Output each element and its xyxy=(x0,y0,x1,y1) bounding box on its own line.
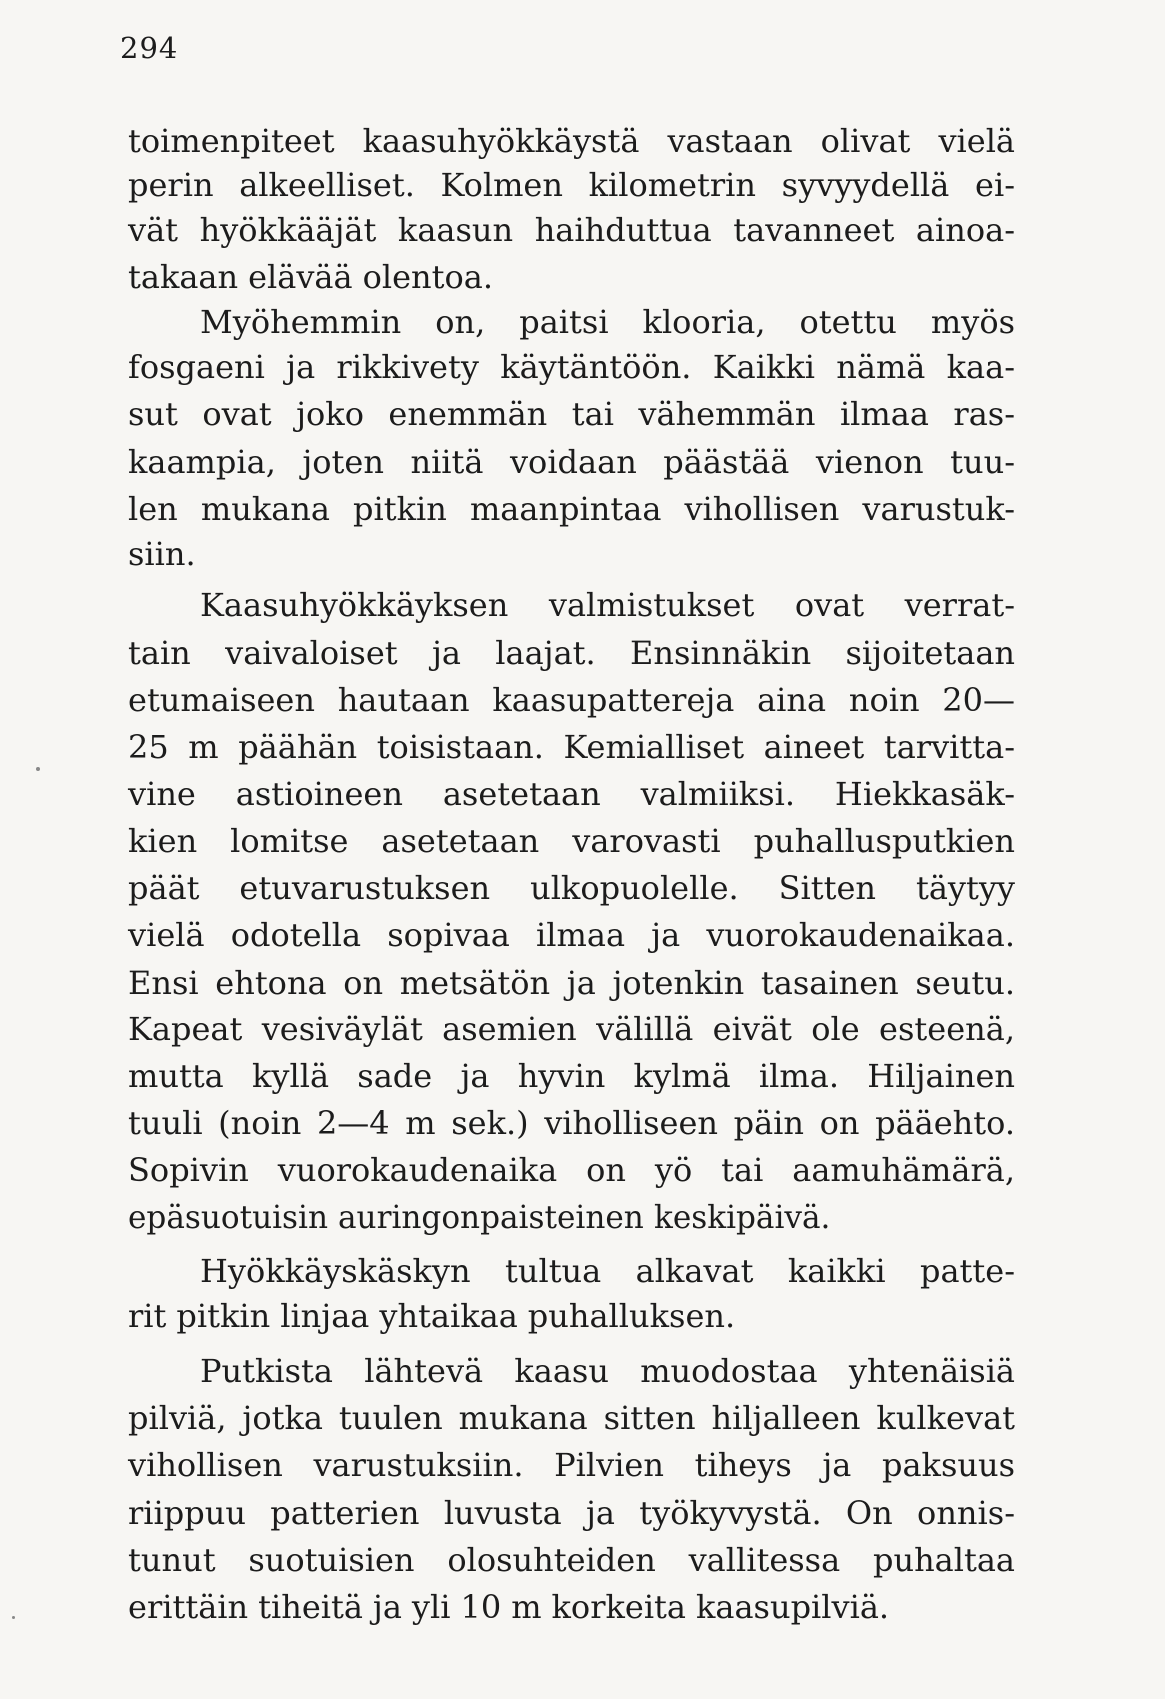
word: tiheitä xyxy=(258,1588,363,1626)
word: vähemmän xyxy=(638,395,816,433)
word: alkavat xyxy=(635,1252,754,1290)
word: Sitten xyxy=(778,869,877,907)
word: takaan xyxy=(128,258,239,296)
word: aina xyxy=(757,681,827,719)
text-line xyxy=(0,1194,1165,1240)
word: kaasupattereja xyxy=(492,681,735,719)
text-line xyxy=(0,771,1165,817)
word: on xyxy=(343,964,384,1002)
word: täytyy xyxy=(915,869,1015,907)
word: keskipäivä. xyxy=(654,1198,831,1236)
word: kien xyxy=(128,822,198,860)
word: lähtevä xyxy=(364,1352,484,1390)
word: tain xyxy=(128,634,191,672)
word: lomitse xyxy=(230,822,349,860)
word: hyvin xyxy=(517,1057,606,1095)
word: voidaan xyxy=(509,443,637,481)
word: linjaa xyxy=(280,1297,370,1335)
word: otettu xyxy=(799,303,897,341)
word: patte- xyxy=(919,1252,1015,1290)
word: m xyxy=(188,728,219,766)
text-line xyxy=(0,818,1165,864)
word: vallitessa xyxy=(688,1541,841,1579)
word: on xyxy=(586,1151,626,1189)
word: asemien xyxy=(442,1010,577,1048)
word: kaasupilviä. xyxy=(695,1588,890,1626)
word: ras- xyxy=(953,395,1015,433)
word: on, xyxy=(435,303,486,341)
word: puhaltaa xyxy=(872,1541,1015,1579)
word: ja xyxy=(460,1057,490,1095)
page-number: 294 xyxy=(120,31,179,65)
text-line xyxy=(0,865,1165,911)
text-line xyxy=(0,1248,1165,1294)
word: käytäntöön. xyxy=(500,348,692,386)
text-line xyxy=(0,391,1165,437)
word: vastaan xyxy=(667,122,793,160)
word: tuu- xyxy=(950,443,1015,481)
word: Kemialliset xyxy=(563,728,745,766)
word: hyökkääjät xyxy=(199,211,377,249)
word: etuvarustuksen xyxy=(239,869,491,907)
word: joko xyxy=(296,395,364,433)
text-line xyxy=(0,1442,1165,1488)
word: ovat xyxy=(794,586,865,624)
word: kaikki xyxy=(787,1252,886,1290)
word: vät xyxy=(128,211,179,249)
word: riippuu xyxy=(128,1494,246,1532)
text-line xyxy=(0,582,1165,628)
word: kaampia, xyxy=(128,443,276,481)
text-line xyxy=(0,531,1165,577)
word: etumaiseen xyxy=(128,681,315,719)
word: sopivaa xyxy=(387,916,510,954)
word: puhalluksen. xyxy=(527,1297,736,1335)
word: vihollisen xyxy=(684,490,840,528)
word: asetetaan xyxy=(442,775,601,813)
word: valmistukset xyxy=(548,586,755,624)
word: mukana xyxy=(458,1399,588,1437)
word: Hiekkasäk- xyxy=(834,775,1015,813)
word: yhtenäisiä xyxy=(848,1352,1015,1390)
word: kaasun xyxy=(397,211,514,249)
text-line xyxy=(0,1006,1165,1052)
text-line xyxy=(0,960,1165,1006)
word: päin xyxy=(733,1104,804,1142)
word: vienon xyxy=(815,443,924,481)
word: yhtaikaa xyxy=(379,1297,518,1335)
word: kaasuhyökkäystä xyxy=(362,122,640,160)
word: rit xyxy=(128,1297,167,1335)
word: myös xyxy=(930,303,1015,341)
word: onnis- xyxy=(917,1494,1015,1532)
word: vaivaloiset xyxy=(225,634,398,672)
word: vuorokaudenaikaa. xyxy=(706,916,1015,954)
word: muodostaa xyxy=(640,1352,818,1390)
word: ja xyxy=(822,1446,852,1484)
word: paitsi xyxy=(519,303,609,341)
word: tuuli xyxy=(128,1104,203,1142)
word: ja xyxy=(585,1494,615,1532)
word: olosuhteiden xyxy=(447,1541,656,1579)
word: niitä xyxy=(410,443,484,481)
word: puhallusputkien xyxy=(753,822,1015,860)
text-line xyxy=(0,1293,1165,1339)
word: tarvitta- xyxy=(883,728,1015,766)
word: erittäin xyxy=(128,1588,249,1626)
word: pitkin xyxy=(353,490,447,528)
word: vielä xyxy=(128,916,205,954)
text-line xyxy=(0,1395,1165,1441)
text-line xyxy=(0,439,1165,485)
word: viholliseen xyxy=(544,1104,718,1142)
word: sade xyxy=(357,1057,433,1095)
word: Kaikki xyxy=(712,348,815,386)
text-line xyxy=(0,344,1165,390)
word: On xyxy=(845,1494,893,1532)
word: Hyökkäyskäskyn xyxy=(200,1252,471,1290)
word: fosgaeni xyxy=(128,348,265,386)
word: asetetaan xyxy=(381,822,540,860)
word: päähän xyxy=(238,728,358,766)
word: Kaasuhyökkäyksen xyxy=(200,586,509,624)
text-line xyxy=(0,724,1165,770)
word: ja xyxy=(372,1588,402,1626)
word: Kapeat xyxy=(128,1010,243,1048)
word: auringonpaisteinen xyxy=(338,1198,644,1236)
word: tai xyxy=(571,395,614,433)
word: Ensinnäkin xyxy=(630,634,812,672)
word: tai xyxy=(721,1151,764,1189)
word: hautaan xyxy=(337,681,470,719)
word: Pilvien xyxy=(554,1446,664,1484)
word: 2—4 xyxy=(316,1104,390,1142)
word: päät xyxy=(128,869,200,907)
word: joten xyxy=(302,443,384,481)
word: ulkopuolelle. xyxy=(530,869,739,907)
text-line xyxy=(0,1537,1165,1583)
word: yli xyxy=(411,1588,451,1626)
word: sut xyxy=(128,395,178,433)
word: mutta xyxy=(128,1057,224,1095)
text-line xyxy=(0,1100,1165,1146)
word: sek.) xyxy=(451,1104,529,1142)
word: ja xyxy=(566,964,596,1002)
scan-speck xyxy=(36,767,40,771)
word: haihduttua xyxy=(534,211,712,249)
word: pilviä, xyxy=(128,1399,227,1437)
text-line xyxy=(0,299,1165,345)
word: ovat xyxy=(202,395,272,433)
word: aamuhämärä, xyxy=(792,1151,1015,1189)
word: ehtona xyxy=(215,964,327,1002)
word: eivät xyxy=(712,1010,792,1048)
word: maanpintaa xyxy=(469,490,662,528)
text-line xyxy=(0,1147,1165,1193)
word: Myöhemmin xyxy=(200,303,402,341)
word: kylmä xyxy=(633,1057,731,1095)
word: 20— xyxy=(942,681,1015,719)
word: jotenkin xyxy=(612,964,745,1002)
word: patterien xyxy=(270,1494,420,1532)
word: Ensi xyxy=(128,964,199,1002)
word: esteenä, xyxy=(879,1010,1015,1048)
word: yö xyxy=(654,1151,693,1189)
word: työkyvystä. xyxy=(639,1494,822,1532)
word: klooria, xyxy=(642,303,766,341)
word: ja xyxy=(651,916,681,954)
word: on xyxy=(819,1104,860,1142)
word: m xyxy=(511,1588,542,1626)
word: verrat- xyxy=(904,586,1015,624)
word: suotuisien xyxy=(248,1541,415,1579)
word: olentoa. xyxy=(362,258,493,296)
word: luvusta xyxy=(443,1494,562,1532)
text-line xyxy=(0,254,1165,300)
word: mukana xyxy=(200,490,330,528)
word: Sopivin xyxy=(128,1151,249,1189)
word: metsätön xyxy=(399,964,551,1002)
word: sijoitetaan xyxy=(845,634,1015,672)
text-line xyxy=(0,630,1165,676)
word: tunut xyxy=(128,1541,216,1579)
word: tultua xyxy=(504,1252,602,1290)
word: nämä xyxy=(836,348,926,386)
word: (noin xyxy=(218,1104,302,1142)
text-line xyxy=(0,1584,1165,1630)
text-line xyxy=(0,912,1165,958)
word: kilometrin xyxy=(588,166,757,204)
word: seutu. xyxy=(915,964,1015,1002)
word: siin. xyxy=(128,535,196,573)
word: hiljalleen xyxy=(711,1399,861,1437)
word: ilma. xyxy=(758,1057,839,1095)
word: vielä xyxy=(938,122,1015,160)
text-line xyxy=(0,118,1165,164)
word: korkeita xyxy=(551,1588,686,1626)
word: varovasti xyxy=(572,822,721,860)
text-line xyxy=(0,1490,1165,1536)
word: laajat. xyxy=(495,634,596,672)
word: 25 xyxy=(128,728,169,766)
word: ilmaa xyxy=(536,916,626,954)
word: rikkivety xyxy=(336,348,479,386)
word: kaa- xyxy=(946,348,1015,386)
word: jotka xyxy=(242,1399,323,1437)
word: tuulen xyxy=(338,1399,443,1437)
text-line xyxy=(0,1053,1165,1099)
word: Hiljainen xyxy=(867,1057,1015,1095)
word: varustuksiin. xyxy=(313,1446,524,1484)
word: Kolmen xyxy=(440,166,563,204)
word: alkeelliset. xyxy=(239,166,415,204)
word: valmiiksi. xyxy=(640,775,796,813)
word: pitkin xyxy=(176,1297,271,1335)
scan-speck xyxy=(12,1616,15,1619)
word: ja xyxy=(431,634,461,672)
word: astioineen xyxy=(235,775,403,813)
word: kulkevat xyxy=(876,1399,1015,1437)
word: elävää xyxy=(248,258,353,296)
text-line xyxy=(0,486,1165,532)
text-line xyxy=(0,207,1165,253)
word: perin xyxy=(128,166,214,204)
word: vuorokaudenaika xyxy=(277,1151,558,1189)
word: tasainen xyxy=(760,964,899,1002)
word: m xyxy=(405,1104,436,1142)
word: aineet xyxy=(763,728,865,766)
word: tiheys xyxy=(694,1446,792,1484)
word: kyllä xyxy=(252,1057,330,1095)
word: ja xyxy=(286,348,316,386)
word: enemmän xyxy=(388,395,548,433)
word: tavanneet xyxy=(733,211,895,249)
word: odotella xyxy=(230,916,362,954)
text-line xyxy=(0,1348,1165,1394)
word: päästää xyxy=(663,443,790,481)
word: epäsuotuisin xyxy=(128,1198,329,1236)
word: Putkista xyxy=(200,1352,333,1390)
word: pääehto. xyxy=(875,1104,1015,1142)
word: sitten xyxy=(603,1399,696,1437)
text-line xyxy=(0,677,1165,723)
word: vihollisen xyxy=(128,1446,283,1484)
word: vine xyxy=(128,775,196,813)
word: toisistaan. xyxy=(376,728,544,766)
word: vesiväylät xyxy=(261,1010,423,1048)
word: olivat xyxy=(820,122,911,160)
text-line xyxy=(0,162,1165,208)
word: ei- xyxy=(975,166,1015,204)
word: noin xyxy=(848,681,920,719)
word: ilmaa xyxy=(839,395,929,433)
word: varustuk- xyxy=(862,490,1015,528)
word: kaasu xyxy=(514,1352,609,1390)
word: len xyxy=(128,490,178,528)
word: toimenpiteet xyxy=(128,122,335,160)
word: syvyydellä xyxy=(781,166,950,204)
word: ole xyxy=(811,1010,860,1048)
word: paksuus xyxy=(881,1446,1015,1484)
word: välillä xyxy=(596,1010,694,1048)
word: 10 xyxy=(460,1588,502,1626)
word: ainoa- xyxy=(915,211,1015,249)
